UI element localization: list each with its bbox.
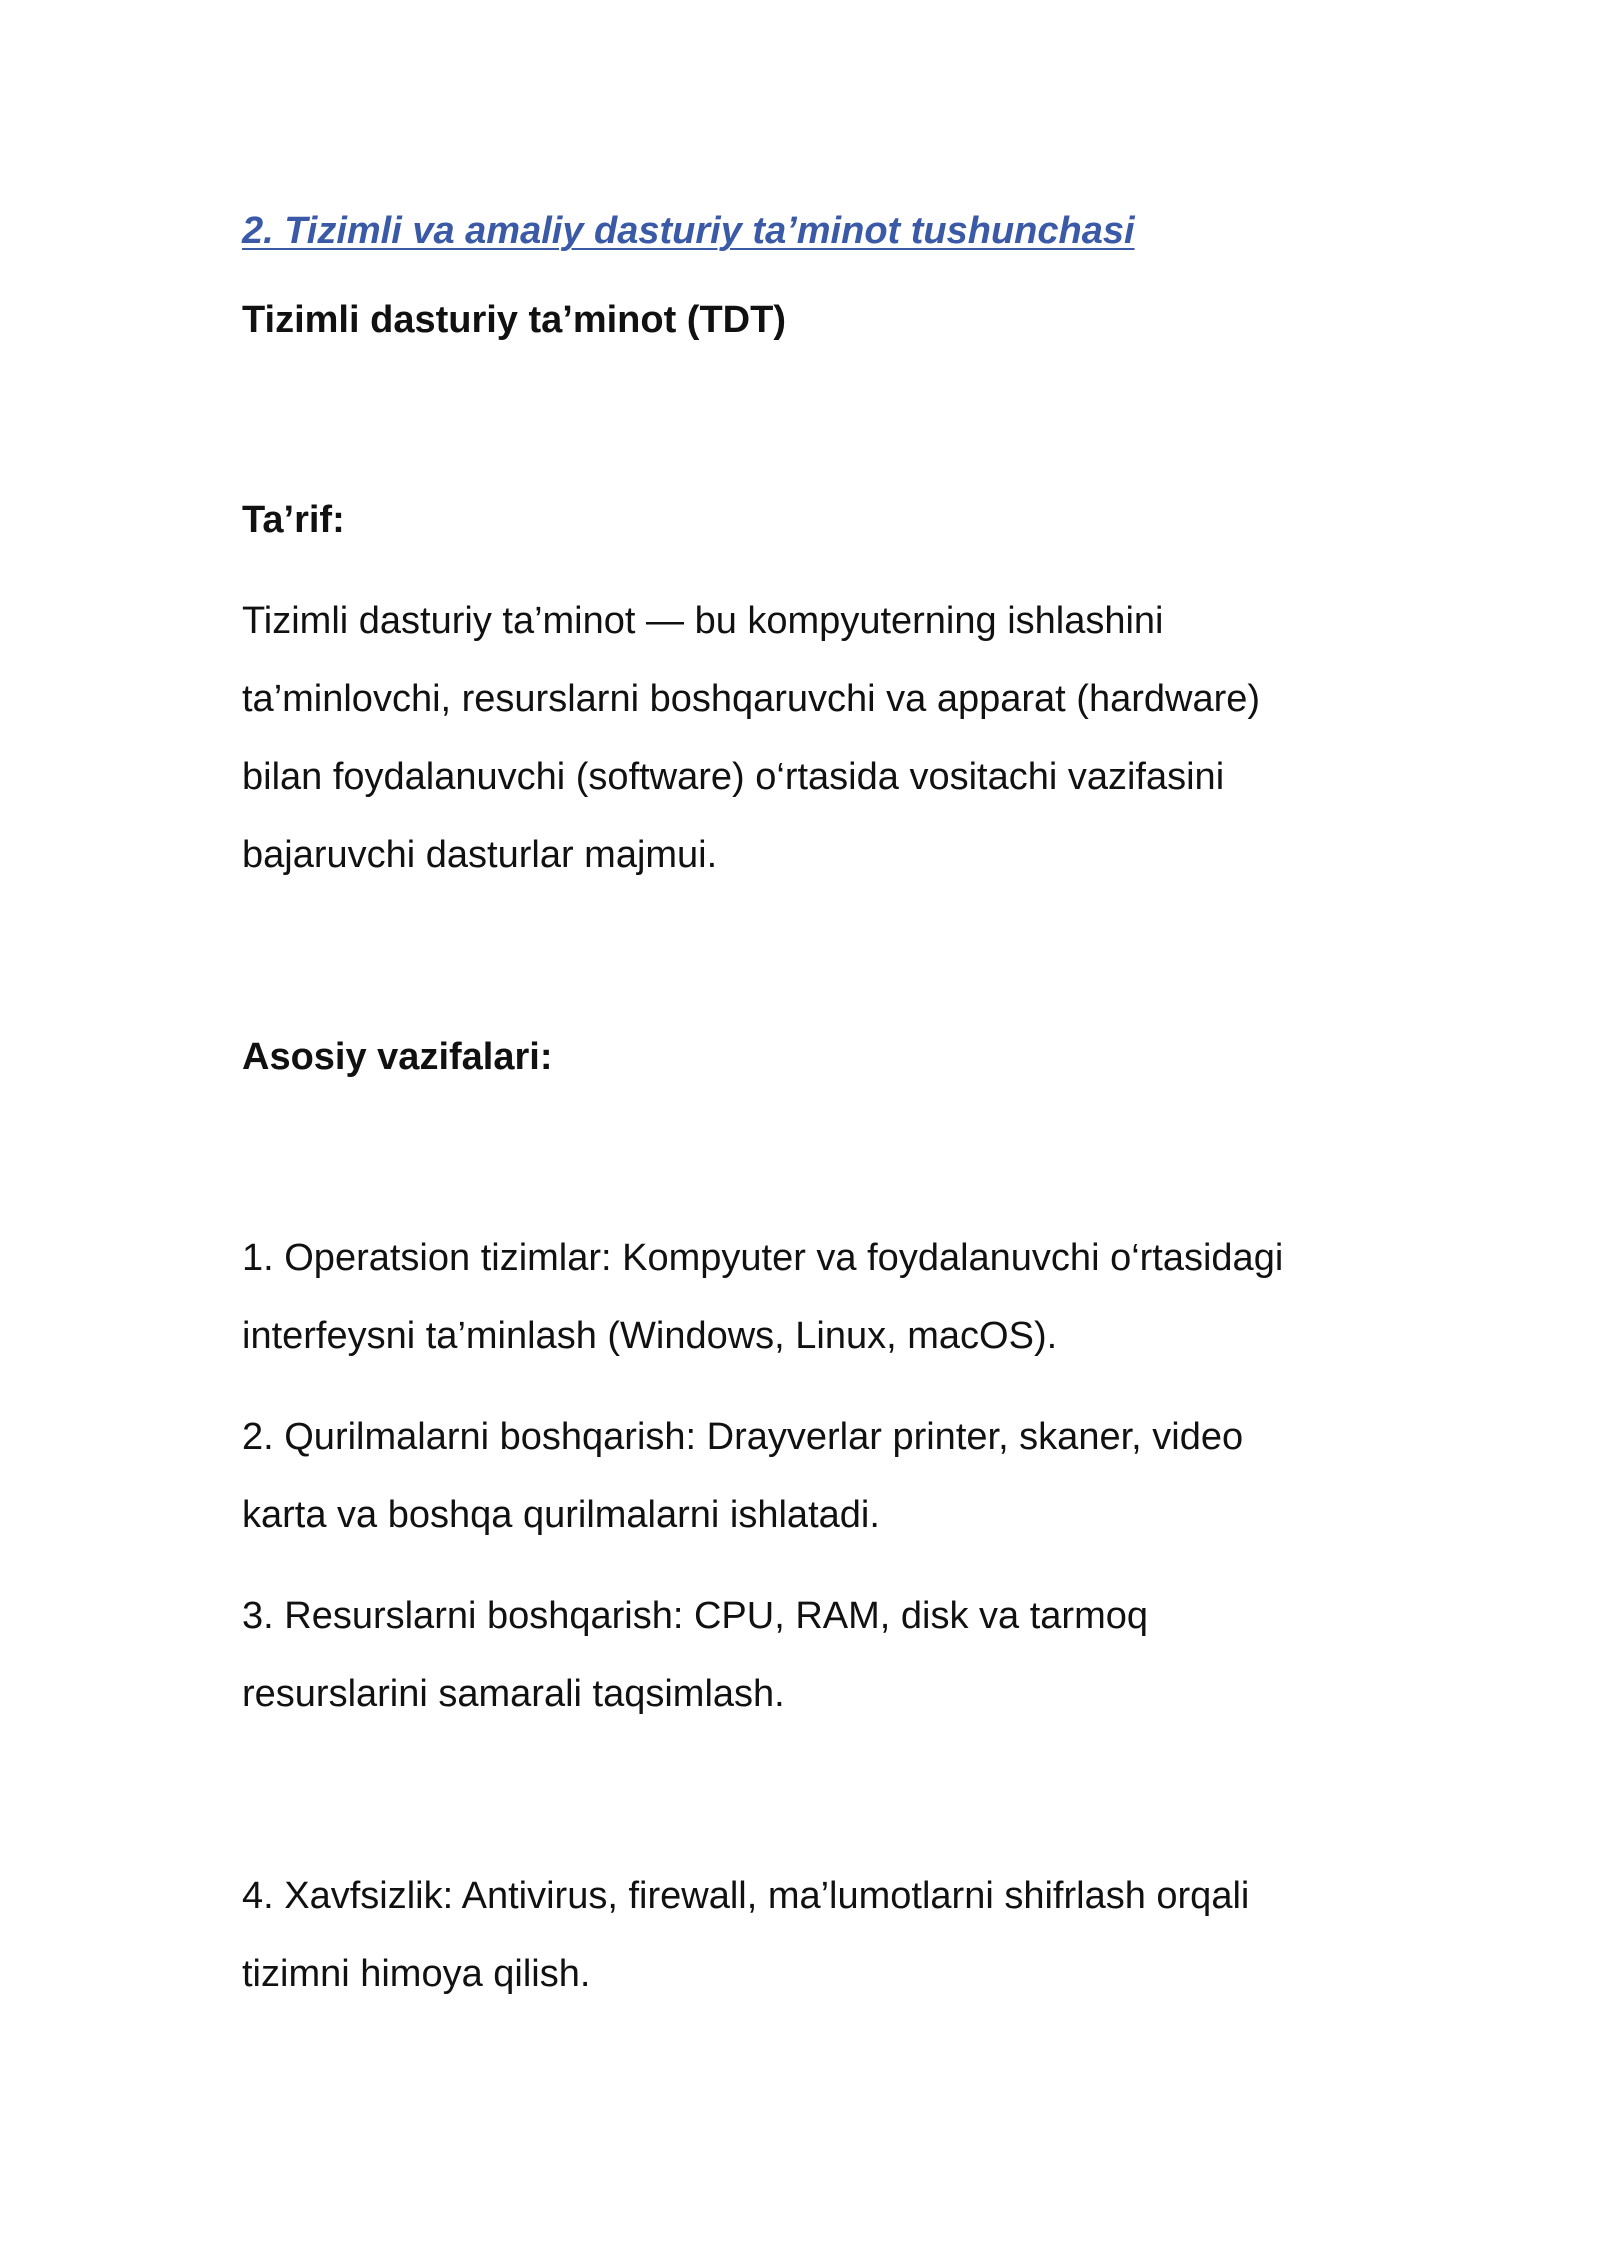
list-item: [242, 1857, 1372, 2013]
list-item-line: tizimni himoya qilish.: [242, 1953, 591, 1995]
definition-line: Tizimli dasturiy ta’minot — bu kompyuterning ishlashini: [242, 600, 1164, 642]
list-item-line: 3. Resurslarni boshqarish: CPU, RAM, disk va tarmoq: [242, 1595, 1148, 1637]
list-item-line: 1. Operatsion tizimlar: Kompyuter va foydalanuvchi o‘rtasidagi: [242, 1237, 1284, 1279]
list-item-line: interfeysni ta’minlash (Windows, Linux, macOS).: [242, 1315, 1058, 1357]
definition-line: bajaruvchi dasturlar majmui.: [242, 834, 718, 876]
list-item: [242, 1219, 1372, 1375]
section-heading-link[interactable]: 2. Tizimli va amaliy dasturiy ta’minot tushunchasi: [242, 210, 1135, 252]
definition-paragraph: [242, 582, 1372, 894]
section-heading: [242, 192, 1372, 270]
subtitle: Tizimli dasturiy ta’minot (TDT): [242, 299, 786, 341]
list-item-line: 2. Qurilmalarni boshqarish: Drayverlar printer, skaner, video: [242, 1416, 1244, 1458]
list-item: [242, 1398, 1372, 1554]
list-item-line: karta va boshqa qurilmalarni ishlatadi.: [242, 1494, 880, 1536]
definition-label: Ta’rif:: [242, 499, 345, 541]
list-item: [242, 1577, 1372, 1733]
definition-line: bilan foydalanuvchi (software) o‘rtasida vositachi vazifasini: [242, 756, 1225, 798]
definition-line: ta’minlovchi, resurslarni boshqaruvchi va apparat (hardware): [242, 678, 1261, 720]
list-item-line: resurslarini samarali taqsimlash.: [242, 1673, 785, 1715]
tasks-label: Asosiy vazifalari:: [242, 1036, 553, 1078]
list-item-line: 4. Xavfsizlik: Antivirus, firewall, ma’lumotlarni shifrlash orqali: [242, 1875, 1250, 1917]
